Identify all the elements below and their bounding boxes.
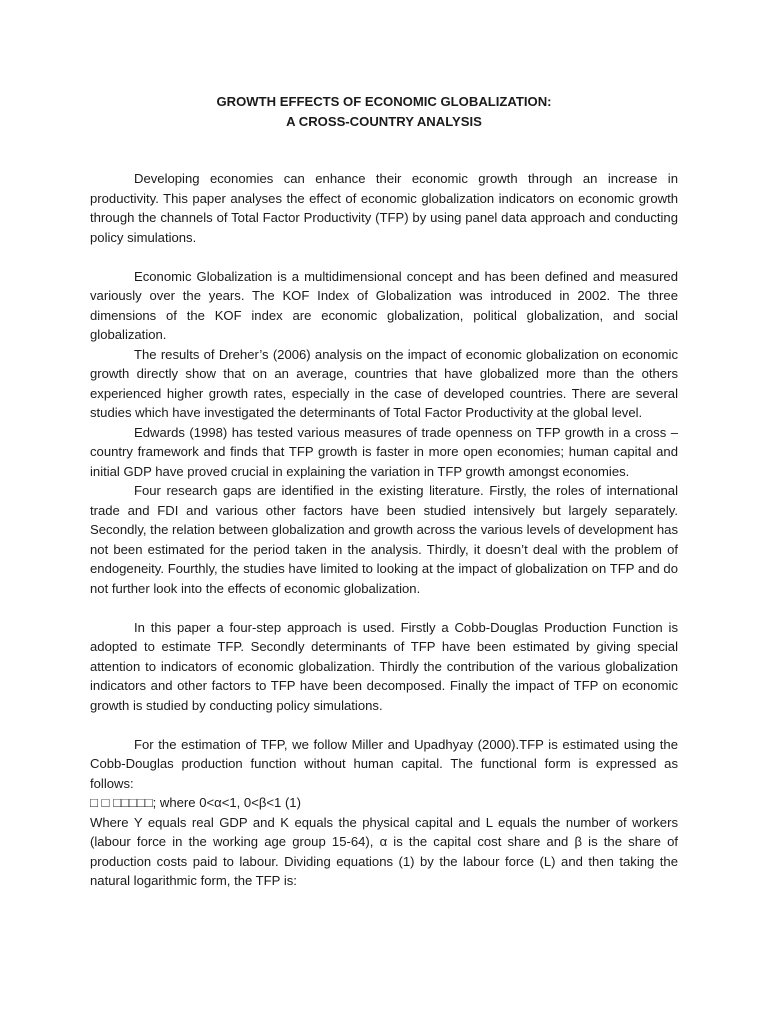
paragraph-research-gaps: Four research gaps are identified in the existing literature. Firstly, the roles of international trade and FDI and various other factors have been studied intensively but largely separately. Secondly, the relation between globalization and growth across the various levels of development has not been estimated for the period taken in the analysis. Thirdly, it doesn’t deal with the problem of endogeneity. Fourthly, the studies have limited to looking at the impact of globalization on TFP and do not further look into the effects of economic globalization. — [90, 483, 678, 596]
paragraph-approach: In this paper a four-step approach is used. Firstly a Cobb-Douglas Production Function is adopted to estimate TFP. Secondly determinants of TFP have been estimated by giving special attention to indicators of economic globalization. Thirdly the contribution of the various globalization indicators and other factors to TFP have been decomposed. Finally the impact of TFP on economic growth is studied by conducting policy simulations. — [90, 619, 678, 713]
paragraph-edwards: Edwards (1998) has tested various measures of trade openness on TFP growth in a cross – country framework and finds that TFP growth is faster in more open economies; human capital and initial GDP have proved crucial in explaining the variation in TFP growth amongst economies. — [90, 424, 678, 479]
paragraph-gap — [90, 247, 678, 267]
paragraph-gap — [90, 598, 678, 618]
title-block — [90, 92, 678, 131]
document-page — [90, 92, 678, 891]
paragraph-gap — [90, 715, 678, 735]
formula-line: □ □ □□□□□; where 0<α<1, 0<β<1 (1) — [90, 795, 301, 810]
paragraph-definitions: Where Y equals real GDP and K equals the physical capital and L equals the number of workers (labour force in the working age group 15-64), α is the capital cost share and β is the share of production costs paid to labour. Dividing equations (1) by the labour force (L) and then taking the natural logarithmic form, the TFP is: — [90, 814, 678, 888]
title-line-2: A CROSS-COUNTRY ANALYSIS — [286, 113, 482, 129]
paragraph-kof: Economic Globalization is a multidimensional concept and has been defined and measured variously over the years. The KOF Index of Globalization was introduced in 2002. The three dimensions of the KOF index are economic globalization, political globalization, and social globalization. — [90, 268, 678, 342]
paragraph-abstract: Developing economies can enhance their economic growth through an increase in productivity. This paper analyses the effect of economic globalization indicators on economic growth through the channels of Total Factor Productivity (TFP) by using panel data approach and conducting policy simulations. — [90, 171, 678, 245]
title-line-1: GROWTH EFFECTS OF ECONOMIC GLOBALIZATION: — [216, 94, 552, 109]
paragraph-estimation: For the estimation of TFP, we follow Miller and Upadhyay (2000).TFP is estimated using the Cobb-Douglas production function without human capital. The functional form is expressed as follows: — [90, 736, 678, 791]
paragraph-dreher: The results of Dreher’s (2006) analysis on the impact of economic globalization on economic growth directly show that on an average, countries that have globalized more than the others experienced higher growth rates, especially in the case of developed countries. There are several studies which have investigated the determinants of Total Factor Productivity at the global level. — [90, 346, 678, 420]
